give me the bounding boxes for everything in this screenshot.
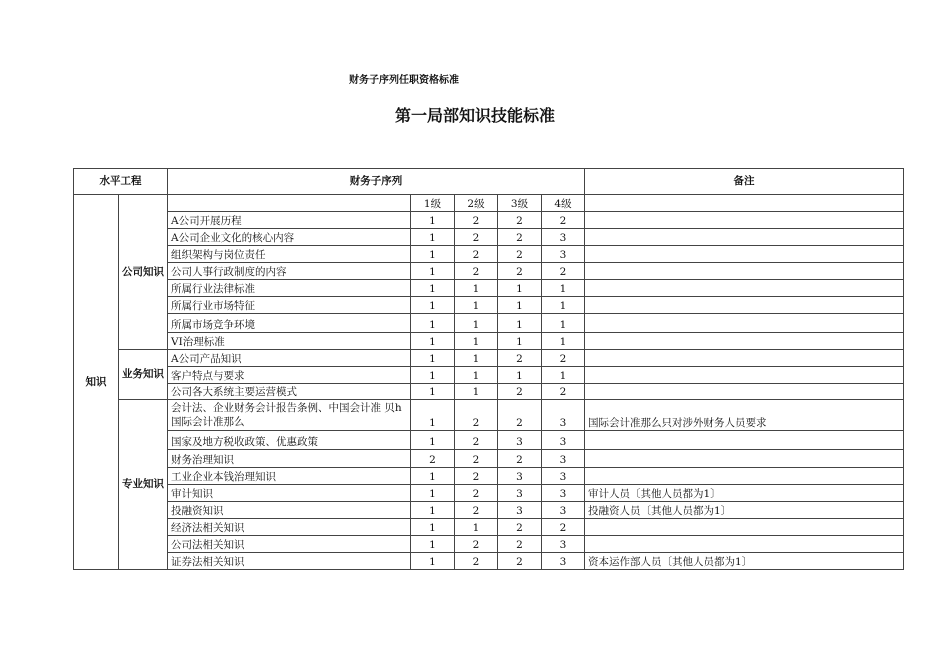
category-cell: 知识 (74, 195, 119, 570)
empty-cell (168, 195, 411, 212)
level-value: 2 (455, 246, 498, 263)
item-name: A公司产品知识 (168, 350, 411, 367)
level-value: 3 (498, 502, 542, 519)
level-value: 1 (542, 280, 585, 297)
level-value: 3 (542, 431, 585, 450)
item-name: 国家及地方税收政策、优惠政策 (168, 431, 411, 450)
level-value: 2 (498, 229, 542, 246)
level-value: 2 (498, 553, 542, 570)
note-cell (585, 212, 904, 229)
table-row (74, 314, 904, 333)
document-subtitle: 财务子序列任职资格标准 (349, 75, 459, 86)
level-value: 2 (542, 212, 585, 229)
note-cell (585, 450, 904, 468)
level-value: 2 (498, 263, 542, 280)
level-value: 1 (411, 350, 455, 367)
level-value: 3 (498, 468, 542, 485)
note-cell: 审计人员〔其他人员都为1〕 (585, 485, 904, 502)
level-label: 4级 (542, 195, 585, 212)
note-cell (585, 263, 904, 280)
level-value: 3 (542, 246, 585, 263)
level-value: 1 (411, 431, 455, 450)
level-value: 2 (542, 519, 585, 536)
level-value: 1 (455, 333, 498, 350)
item-name: 公司法相关知识 (168, 536, 411, 553)
level-value: 1 (455, 314, 498, 333)
table-row (74, 536, 904, 553)
table-row (74, 400, 904, 431)
item-name: 投融资知识 (168, 502, 411, 519)
level-value: 2 (498, 519, 542, 536)
note-cell (585, 367, 904, 384)
level-label: 3级 (498, 195, 542, 212)
level-value: 2 (455, 536, 498, 553)
level-value: 1 (455, 350, 498, 367)
table-row (74, 246, 904, 263)
item-name: 财务治理知识 (168, 450, 411, 468)
table-row (74, 367, 904, 384)
level-value: 2 (498, 350, 542, 367)
level-value: 1 (411, 263, 455, 280)
level-value: 1 (411, 502, 455, 519)
level-value: 3 (542, 485, 585, 502)
level-value: 1 (498, 333, 542, 350)
table-row (74, 468, 904, 485)
note-cell (585, 297, 904, 314)
table-row (74, 263, 904, 280)
level-value: 1 (498, 367, 542, 384)
level-header-row (74, 195, 904, 212)
level-label: 1级 (411, 195, 455, 212)
level-value: 2 (498, 400, 542, 431)
table-row (74, 333, 904, 350)
item-name: A公司企业文化的核心内容 (168, 229, 411, 246)
level-value: 1 (455, 519, 498, 536)
level-value: 3 (542, 553, 585, 570)
level-value: 2 (498, 536, 542, 553)
note-cell (585, 229, 904, 246)
level-value: 3 (542, 536, 585, 553)
level-value: 1 (411, 280, 455, 297)
level-value: 3 (542, 229, 585, 246)
level-value: 1 (542, 297, 585, 314)
level-value: 2 (498, 450, 542, 468)
level-value: 1 (411, 246, 455, 263)
level-value: 3 (542, 502, 585, 519)
table-row (74, 350, 904, 367)
level-value: 1 (498, 314, 542, 333)
level-value: 2 (455, 450, 498, 468)
level-value: 2 (455, 212, 498, 229)
note-cell (585, 350, 904, 367)
table-row (74, 450, 904, 468)
level-value: 2 (455, 400, 498, 431)
item-name: 所属市场竞争环境 (168, 314, 411, 333)
table-row (74, 485, 904, 502)
note-cell (585, 333, 904, 350)
group-cell: 公司知识 (119, 195, 168, 350)
level-value: 1 (411, 400, 455, 431)
level-value: 1 (498, 280, 542, 297)
level-value: 3 (542, 450, 585, 468)
level-value: 1 (542, 367, 585, 384)
level-value: 2 (542, 263, 585, 280)
level-value: 1 (411, 384, 455, 400)
level-value: 2 (542, 350, 585, 367)
table-row (74, 280, 904, 297)
level-value: 1 (411, 333, 455, 350)
table-body (74, 169, 904, 570)
group-cell: 专业知识 (119, 400, 168, 570)
level-value: 2 (498, 384, 542, 400)
level-value: 1 (455, 280, 498, 297)
item-name: 工业企业本钱治理知识 (168, 468, 411, 485)
level-value: 2 (455, 553, 498, 570)
level-value: 2 (455, 502, 498, 519)
table-row (74, 297, 904, 314)
item-name: 客户特点与要求 (168, 367, 411, 384)
item-name: 组织架构与岗位责任 (168, 246, 411, 263)
table-row (74, 212, 904, 229)
level-value: 2 (498, 246, 542, 263)
level-value: 1 (411, 367, 455, 384)
level-value: 2 (455, 431, 498, 450)
level-value: 1 (542, 314, 585, 333)
col-header-note: 备注 (585, 169, 904, 195)
item-name: 所属行业法律标准 (168, 280, 411, 297)
level-value: 1 (411, 212, 455, 229)
level-value: 2 (455, 229, 498, 246)
item-name: 会计法、企业财务会计报告条例、中国会计准 贝h国际会计准那么 (168, 400, 411, 431)
item-name: 经济法相关知识 (168, 519, 411, 536)
empty-cell (585, 195, 904, 212)
note-cell (585, 468, 904, 485)
level-value: 2 (455, 485, 498, 502)
document-title: 第一局部知识技能标准 (394, 106, 555, 125)
item-name: 公司各大系统主要运营模式 (168, 384, 411, 400)
level-value: 3 (498, 431, 542, 450)
level-value: 1 (455, 384, 498, 400)
note-cell: 国际会计准那么只对涉外财务人员要求 (585, 400, 904, 431)
item-name: 证券法相关知识 (168, 553, 411, 570)
table-row (74, 519, 904, 536)
note-cell (585, 280, 904, 297)
note-cell (585, 536, 904, 553)
item-name: 审计知识 (168, 485, 411, 502)
knowledge-skill-table (73, 168, 904, 570)
level-value: 2 (411, 450, 455, 468)
level-value: 1 (455, 367, 498, 384)
item-name: 公司人事行政制度的内容 (168, 263, 411, 280)
level-value: 2 (498, 212, 542, 229)
note-cell (585, 431, 904, 450)
note-cell: 资本运作部人员〔其他人员都为1〕 (585, 553, 904, 570)
item-name: VI治理标准 (168, 333, 411, 350)
table-row (74, 553, 904, 570)
note-cell (585, 384, 904, 400)
table-row (74, 229, 904, 246)
table-row (74, 384, 904, 400)
level-value: 1 (542, 333, 585, 350)
level-value: 1 (411, 485, 455, 502)
level-value: 1 (411, 553, 455, 570)
level-value: 1 (455, 297, 498, 314)
note-cell (585, 519, 904, 536)
level-value: 1 (411, 314, 455, 333)
level-value: 1 (411, 519, 455, 536)
level-value: 1 (411, 536, 455, 553)
level-value: 1 (411, 468, 455, 485)
level-value: 2 (542, 384, 585, 400)
item-name: 所属行业市场特征 (168, 297, 411, 314)
table-row (74, 431, 904, 450)
table-row (74, 502, 904, 519)
level-label: 2级 (455, 195, 498, 212)
level-value: 3 (542, 468, 585, 485)
note-cell (585, 246, 904, 263)
level-value: 1 (411, 297, 455, 314)
group-cell: 业务知识 (119, 350, 168, 400)
item-name: A公司开展历程 (168, 212, 411, 229)
level-value: 3 (498, 485, 542, 502)
level-value: 1 (411, 229, 455, 246)
table-header-row (74, 169, 904, 195)
level-value: 1 (498, 297, 542, 314)
note-cell (585, 314, 904, 333)
col-header-level-item: 水平工程 (74, 169, 168, 195)
level-value: 2 (455, 468, 498, 485)
note-cell: 投融资人员〔其他人员都为1〕 (585, 502, 904, 519)
level-value: 2 (455, 263, 498, 280)
col-header-series: 财务子序列 (168, 169, 585, 195)
level-value: 3 (542, 400, 585, 431)
